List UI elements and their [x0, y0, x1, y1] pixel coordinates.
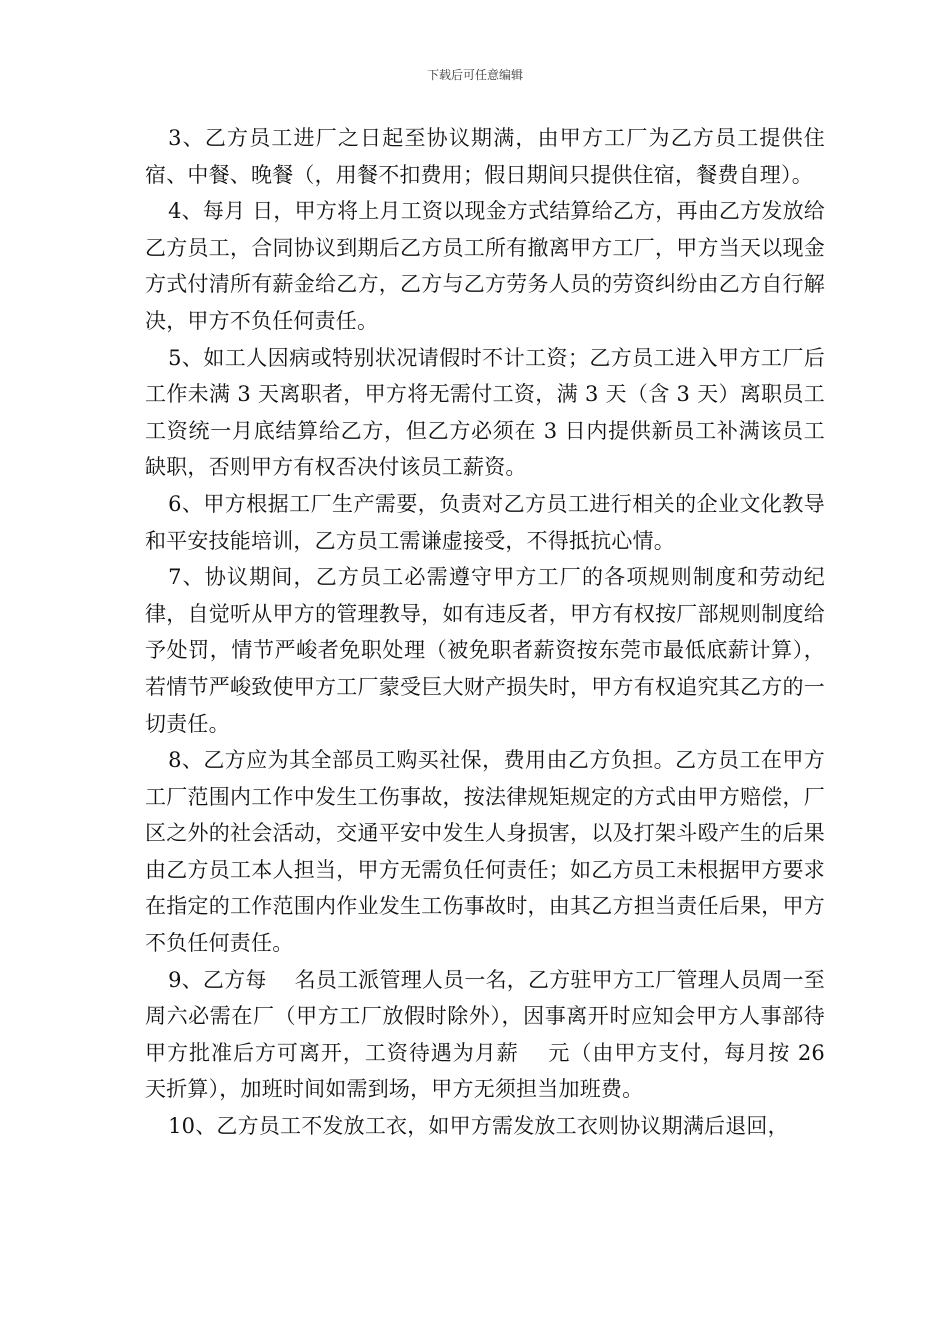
page-header: 下载后可任意编辑	[426, 68, 523, 82]
document-body	[145, 120, 825, 1145]
clause-7: 7、协议期间，乙方员工必需遵守甲方工厂的各项规则制度和劳动纪律，自觉听从甲方的管理教导，如有违反者，甲方有权按厂部规则制度给予处罚，情节严峻者免职处理（被免职者薪资按东莞市最低底薪计算），若情节严峻致使甲方工厂蒙受巨大财产损失时，甲方有权追究其乙方的一切责任。	[145, 565, 825, 736]
clause-6: 6、甲方根据工厂生产需要，负责对乙方员工进行相关的企业文化教导和平安技能培训，乙方员工需谦虚接受，不得抵抗心情。	[145, 491, 825, 553]
clause-5: 5、如工人因病或特别状况请假时不计工资；乙方员工进入甲方工厂后工作未满 3 天离职者，甲方将无需付工资，满 3 天（含 3 天）离职员工工资统一月底结算给乙方，但乙方必须在 3 日内提供新员工补满该员工缺职，否则甲方有权否决付该员工薪资。	[145, 345, 825, 480]
clause-10: 10、乙方员工不发放工衣，如甲方需发放工衣则协议期满后退回，	[168, 1114, 789, 1139]
clause-3: 3、乙方员工进厂之日起至协议期满，由甲方工厂为乙方员工提供住宿、中餐、晚餐（，用餐不扣费用；假日期间只提供住宿，餐费自理）。	[145, 126, 825, 187]
clause-9: 9、乙方每 名员工派管理人员一名，乙方驻甲方工厂管理人员周一至周六必需在厂（甲方工厂放假时除外），因事离开时应知会甲方人事部待甲方批准后方可离开，工资待遇为月薪 元（由甲方支付，每月按 26 天折算），加班时间如需到场，甲方无须担当加班费。	[145, 967, 825, 1102]
clause-8: 8、乙方应为其全部员工购买社保，费用由乙方负担。乙方员工在甲方工厂范围内工作中发生工伤事故，按法律规矩规定的方式由甲方赔偿，厂区之外的社会活动，交通平安中发生人身损害，以及打架斗殴产生的后果由乙方员工本人担当，甲方无需负任何责任；如乙方员工未根据甲方要求在指定的工作范围内作业发生工伤事故时，由其乙方担当责任后果，甲方不负任何责任。	[145, 748, 825, 956]
clause-4: 4、每月 日，甲方将上月工资以现金方式结算给乙方，再由乙方发放给乙方员工，合同协议到期后乙方员工所有撤离甲方工厂，甲方当天以现金方式付清所有薪金给乙方，乙方与乙方劳务人员的劳资纠纷由乙方自行解决，甲方不负任何责任。	[145, 199, 825, 333]
